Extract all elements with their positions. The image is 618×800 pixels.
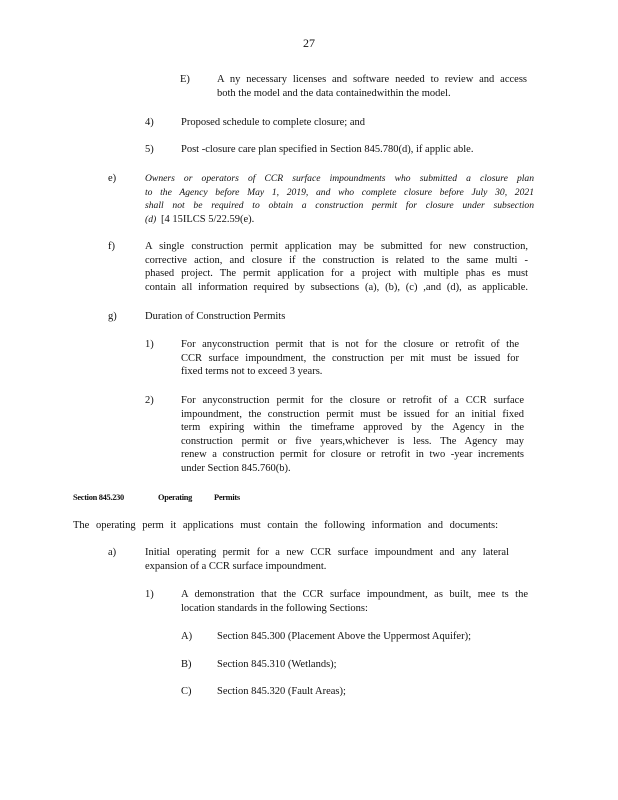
- item-g-2-label: 2): [145, 395, 154, 406]
- item-a-c-label: C): [181, 686, 192, 697]
- item-a-c-text: Section 845.320 (Fault Areas);: [217, 686, 346, 697]
- item-f-text: [145, 240, 528, 294]
- text-line: For anyconstruction permit that is not for the closure or retrofit of the: [181, 339, 519, 350]
- item-4-label: 4): [145, 117, 154, 128]
- section-intro: [73, 519, 498, 533]
- text-line: A single construction permit application may be submitted for new construction,: [145, 241, 528, 252]
- text-line: term expiring within the timeframe approved by the Agency in the: [181, 422, 524, 434]
- text-line: phased project. The permit application for a project with multiple phas es must: [145, 268, 528, 280]
- text-line: both the model and the data containedwithin the model.: [217, 87, 451, 99]
- item-5-label: 5): [145, 144, 154, 155]
- item-g-1-label: 1): [145, 339, 154, 350]
- text-line: expansion of a CCR surface impoundment.: [145, 560, 327, 572]
- item-f-label: f): [108, 241, 115, 252]
- item-e-upper-label: E): [180, 74, 190, 85]
- text-line: A ny necessary licenses and software needed to review and access: [217, 74, 527, 85]
- item-g-title: Duration of Construction Permits: [145, 311, 286, 322]
- item-e-upper-text: [217, 73, 527, 100]
- text-line: location standards in the following Sections:: [181, 602, 368, 614]
- text-line: CCR surface impoundment, the construction per mit must be issued for: [181, 352, 519, 364]
- text-line: to the Agency before May 1, 2019, and who complete closure before July 30, 2021: [145, 186, 534, 198]
- text-line: The operating perm it applications must contain the following information and documents:: [73, 520, 498, 531]
- text-line: under Section 845.760(b).: [181, 462, 291, 474]
- text-line: Initial operating permit for a new CCR surface impoundment and any lateral: [145, 547, 509, 558]
- citation: [4 15ILCS 5/22.59(e).: [160, 213, 255, 225]
- text-fragment: (d): [145, 213, 157, 225]
- text-line: fixed terms not to exceed 3 years.: [181, 366, 323, 378]
- item-4-text: Proposed schedule to complete closure; and: [181, 117, 365, 128]
- text-line: shall not be required to obtain a construction permit for closure under subsection: [145, 200, 534, 212]
- item-a-a-text: Section 845.300 (Placement Above the Uppermost Aquifer);: [217, 631, 471, 642]
- item-a-b-label: B): [181, 659, 192, 670]
- item-a-1-label: 1): [145, 589, 154, 600]
- item-g-label: g): [108, 311, 117, 322]
- text-line: A demonstration that the CCR surface impoundment, as built, mee ts the: [181, 589, 528, 600]
- item-a-a-label: A): [181, 631, 193, 642]
- item-g-2-text: [181, 394, 524, 476]
- section-number: Section 845.230: [73, 493, 124, 502]
- item-a-label: a): [108, 547, 117, 558]
- section-title-word: Permits: [214, 493, 240, 502]
- item-a-text: [145, 546, 509, 573]
- section-title-word: Operating: [158, 493, 193, 502]
- text-line: Owners or operators of CCR surface impoundments who submitted a closure plan: [145, 173, 534, 184]
- item-a-b-text: Section 845.310 (Wetlands);: [217, 659, 337, 670]
- text-line: contain all information required by subsections (a), (b), (c) ,and (d), as applicable.: [145, 281, 528, 293]
- item-e-lower-label: e): [108, 173, 117, 184]
- text-line: renew a construction permit for closure or retrofit in two -year increments: [181, 449, 524, 461]
- item-a-1-text: [181, 588, 528, 615]
- page-number: 27: [303, 36, 315, 50]
- item-g-1-text: [181, 338, 519, 379]
- text-line: For anyconstruction permit for the closure or retrofit of a CCR surface: [181, 395, 524, 406]
- item-5-text: Post -closure care plan specified in Section 845.780(d), if applic able.: [181, 144, 474, 155]
- item-e-lower-text: [145, 172, 534, 226]
- text-line: construction permit or five years,whichever is less. The Agency may: [181, 435, 524, 447]
- text-line: impoundment, the construction permit must be issued for an initial fixed: [181, 408, 524, 420]
- text-line: corrective action, and closure if the construction is related to the same multi -: [145, 254, 528, 266]
